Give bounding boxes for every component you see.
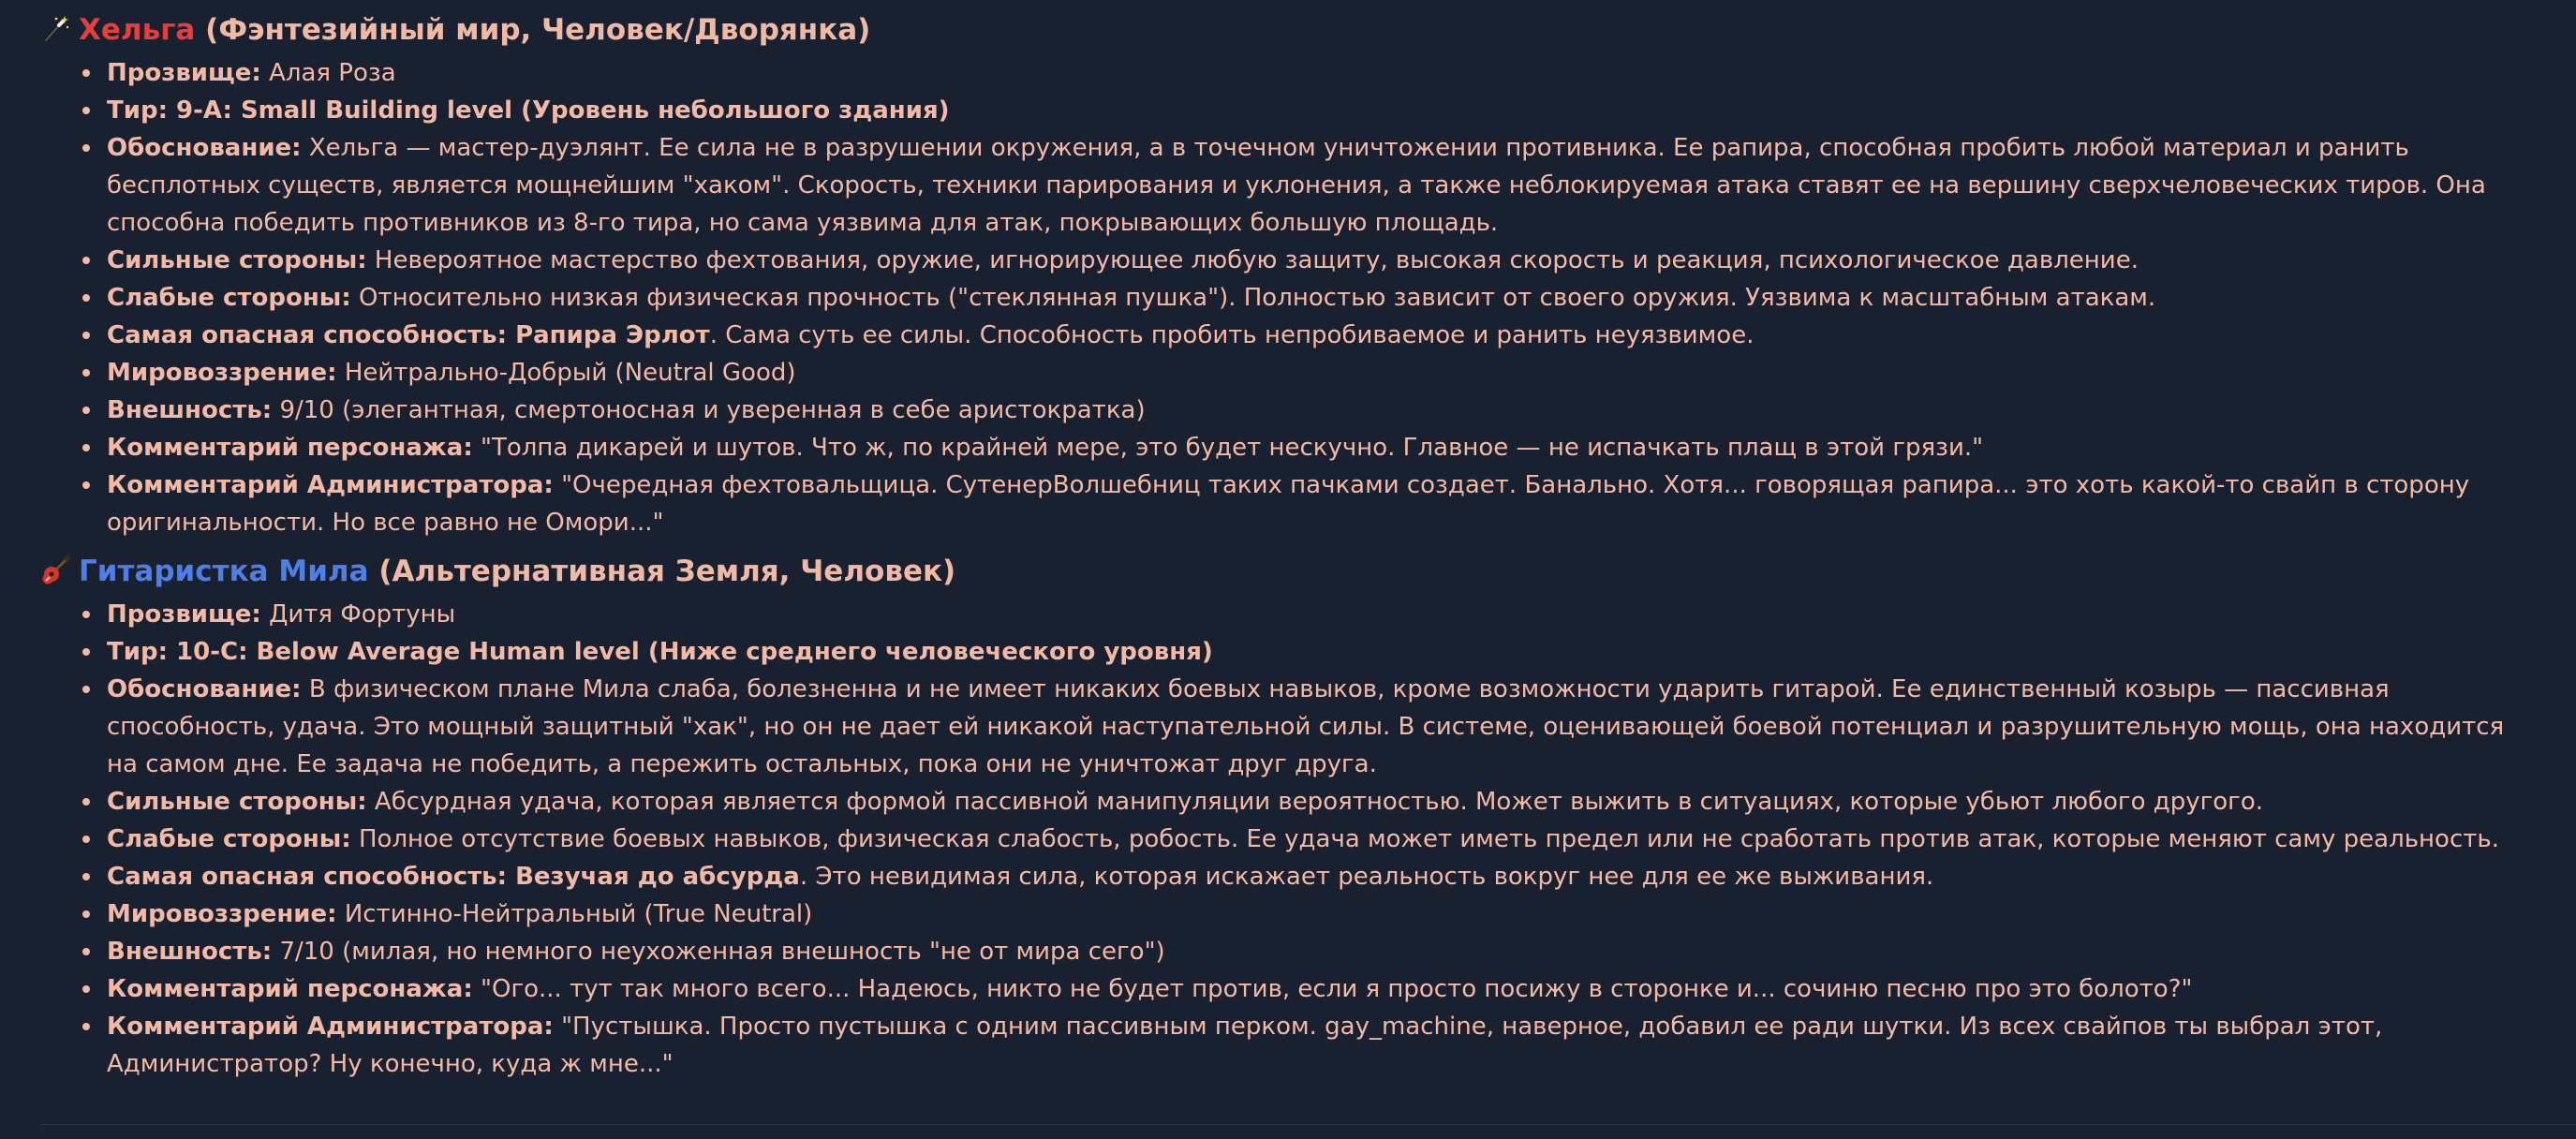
list-item-appearance	[107, 392, 2539, 429]
list-item-weaknesses	[107, 821, 2539, 858]
admin-comment-value: "Очередная фехтовальщица. СутенерВолшебниц таких пачками создает. Банально. Хотя... говорящая рапира... это хоть какой-то свайп в сторону оригинальности. Но все равно не Омори..."	[107, 471, 2470, 537]
strengths-value: Абсурдная удача, которая является формой пассивной манипуляции вероятностью. Может выжить в ситуациях, которые убьют любого другого.	[374, 788, 2264, 816]
alignment-value: Истинно-Нейтральный (True Neutral)	[344, 900, 813, 928]
appearance-label: Внешность:	[107, 938, 273, 966]
alignment-value: Нейтрально-Добрый (Neutral Good)	[344, 359, 796, 387]
justification-label: Обоснование:	[107, 675, 302, 703]
alignment-label: Мировоззрение:	[107, 900, 337, 928]
character-comment-label: Комментарий персонажа:	[107, 975, 473, 1003]
list-item-admin-comment	[107, 1008, 2539, 1083]
list-item-character-comment	[107, 429, 2539, 466]
weaknesses-label: Слабые стороны:	[107, 825, 351, 853]
ability-label: Самая опасная способность: Везучая до абсурда	[107, 863, 800, 891]
divider	[41, 1124, 2576, 1125]
guitar-icon	[41, 547, 75, 596]
appearance-value: 7/10 (милая, но немного неухоженная внешность "не от мира сего")	[279, 938, 1165, 966]
appearance-label: Внешность:	[107, 396, 273, 424]
strengths-label: Сильные стороны:	[107, 788, 367, 816]
character-card-helga	[41, 6, 2539, 541]
character-stats-list	[41, 596, 2539, 1083]
nickname-value: Дитя Фортуны	[269, 600, 456, 629]
ability-value: . Сама суть ее силы. Способность пробить непробиваемое и ранить неуязвимое.	[709, 321, 1754, 349]
list-item-strengths	[107, 783, 2539, 821]
weaknesses-value: Относительно низкая физическая прочность ("стеклянная пушка"). Полностью зависит от своего оружия. Уязвима к масштабным атакам.	[358, 284, 2156, 312]
character-name: Гитаристка Мила	[79, 555, 369, 588]
character-header	[41, 547, 2539, 596]
appearance-value: 9/10 (элегантная, смертоносная и уверенная в себе аристократка)	[279, 396, 1146, 424]
justification-label: Обоснование:	[107, 134, 302, 162]
character-card-mila	[41, 547, 2539, 1083]
list-item-nickname	[107, 54, 2539, 92]
nickname-label: Прозвище:	[107, 59, 261, 87]
character-origin: (Фэнтезийный мир, Человек/Дворянка)	[205, 13, 871, 47]
character-comment-value: "Толпа дикарей и шутов. Что ж, по крайней мере, это будет нескучно. Главное — не испачкать плащ в этой грязи."	[481, 434, 1984, 462]
magic-wand-icon	[41, 6, 75, 54]
admin-comment-label: Комментарий Администратора:	[107, 471, 554, 499]
character-origin: (Альтернативная Земля, Человек)	[378, 555, 956, 588]
list-item-admin-comment	[107, 466, 2539, 541]
nickname-label: Прозвище:	[107, 600, 261, 629]
list-item-alignment	[107, 895, 2539, 933]
list-item-ability	[107, 317, 2539, 354]
tier-value: Тир: 9-A: Small Building level (Уровень небольшого здания)	[107, 96, 950, 125]
list-item-strengths	[107, 242, 2539, 279]
list-item-tier	[107, 633, 2539, 671]
justification-value: Хельга — мастер-дуэлянт. Ее сила не в разрушении окружения, а в точечном уничтожении противника. Ее рапира, способная пробить любой материал и ранить бесплотных существ, является мощнейшим "хаком". Скорость, техники парирования и уклонения, а также неблокируемая атака ставят ее на вершину сверхчеловеческих тиров. Она способна победить противников из 8-го тира, но сама уязвима для атак, покрывающих большую площадь.	[107, 134, 2486, 237]
character-name: Хельга	[79, 13, 196, 47]
list-item-alignment	[107, 354, 2539, 392]
list-item-nickname	[107, 596, 2539, 633]
justification-value: В физическом плане Мила слаба, болезненна и не имеет никаких боевых навыков, кроме возможности ударить гитарой. Ее единственный козырь — пассивная способность, удача. Это мощный защитный "хак", но он не дает ей никакой наступательной силы. В системе, оценивающей боевой потенциал и разрушительную мощь, она находится на самом дне. Ее задача не победить, а пережить остальных, пока они не уничтожат друг друга.	[107, 675, 2505, 778]
list-item-weaknesses	[107, 279, 2539, 317]
list-item-tier	[107, 92, 2539, 129]
list-item-justification	[107, 129, 2539, 242]
list-item-character-comment	[107, 970, 2539, 1008]
weaknesses-value: Полное отсутствие боевых навыков, физическая слабость, робость. Ее удача может иметь предел или не сработать против атак, которые меняют саму реальность.	[358, 825, 2499, 853]
list-item-ability	[107, 858, 2539, 895]
character-comment-label: Комментарий персонажа:	[107, 434, 473, 462]
alignment-label: Мировоззрение:	[107, 359, 337, 387]
character-header	[41, 6, 2539, 54]
ability-label: Самая опасная способность: Рапира Эрлот	[107, 321, 710, 349]
character-stats-list	[41, 54, 2539, 541]
admin-comment-value: "Пустышка. Просто пустышка с одним пассивным перком. gay_machine, наверное, добавил ее ради шутки. Из всех свайпов ты выбрал этот, Администратор? Ну конечно, куда ж мне..."	[107, 1013, 2383, 1078]
list-item-appearance	[107, 933, 2539, 970]
admin-comment-label: Комментарий Администратора:	[107, 1013, 554, 1041]
strengths-label: Сильные стороны:	[107, 246, 367, 274]
tier-value: Тир: 10-C: Below Average Human level (Ниже среднего человеческого уровня)	[107, 638, 1213, 666]
weaknesses-label: Слабые стороны:	[107, 284, 351, 312]
ability-value: . Это невидимая сила, которая искажает реальность вокруг нее для ее же выживания.	[799, 863, 1934, 891]
list-item-justification	[107, 671, 2539, 783]
strengths-value: Невероятное мастерство фехтования, оружие, игнорирующее любую защиту, высокая скорость и реакция, психологическое давление.	[374, 246, 2139, 274]
character-comment-value: "Ого... тут так много всего... Надеюсь, никто не будет против, если я просто посижу в сторонке и... сочиню песню про это болото?"	[481, 975, 2193, 1003]
nickname-value: Алая Роза	[269, 59, 396, 87]
